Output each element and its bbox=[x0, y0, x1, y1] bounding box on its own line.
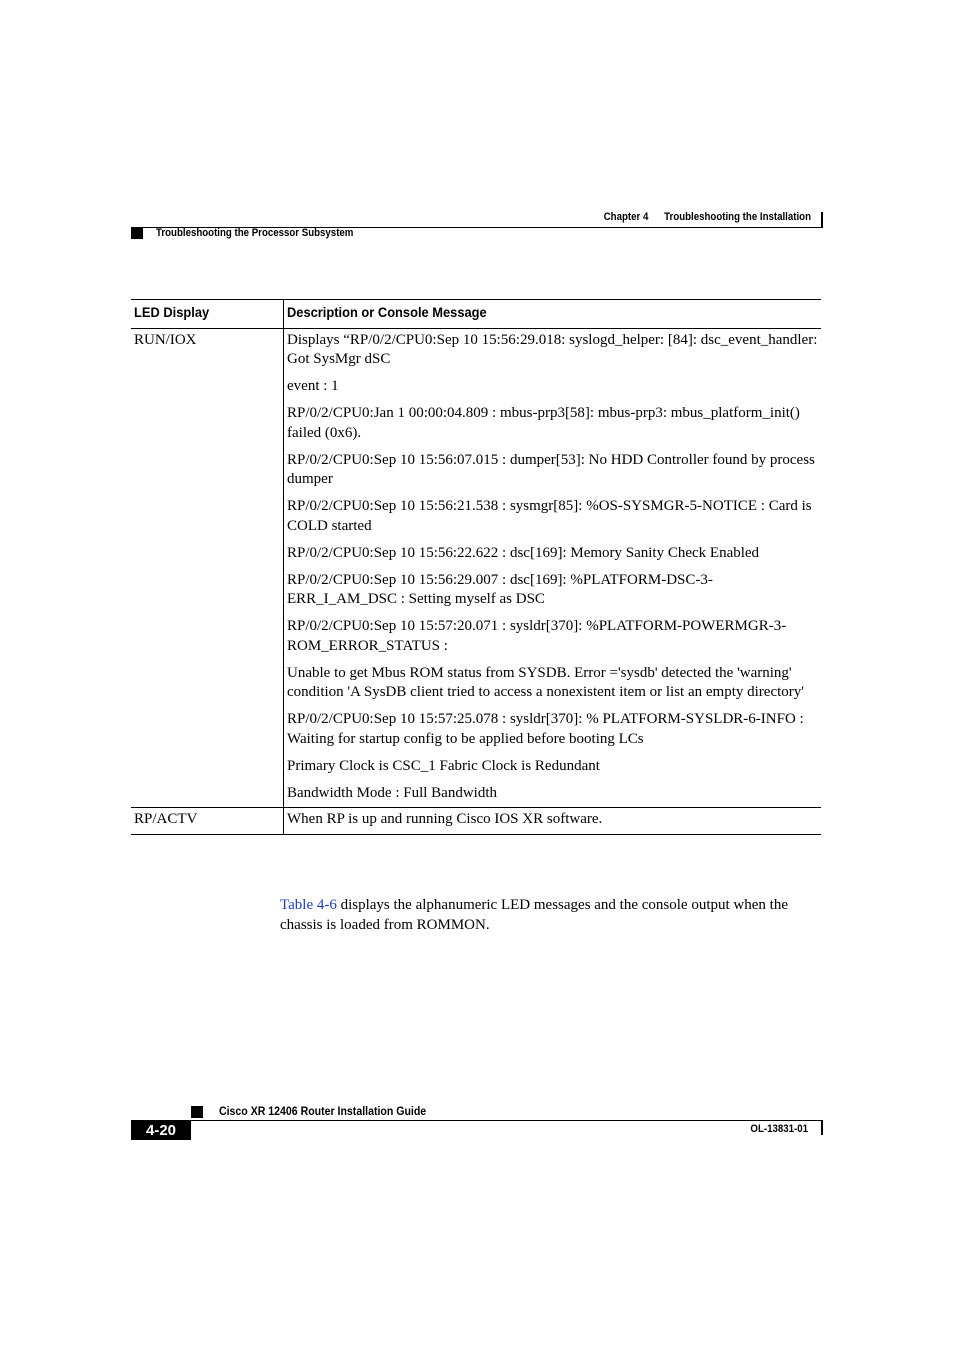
table-header-row bbox=[131, 300, 821, 329]
column-header-led-display: LED Display bbox=[131, 300, 284, 329]
header-tick-mark bbox=[821, 212, 823, 228]
body-text: displays the alphanumeric LED messages and the console output when the chassis is loaded from ROMMON. bbox=[280, 897, 788, 933]
column-header-description: Description or Console Message bbox=[284, 300, 822, 329]
chapter-title: Troubleshooting the Installation bbox=[664, 211, 811, 223]
footer-rule bbox=[131, 1120, 823, 1121]
chapter-label: Chapter 4 bbox=[603, 211, 649, 223]
guide-title: Cisco XR 12406 Router Installation Guide bbox=[219, 1104, 427, 1118]
console-line: RP/0/2/CPU0:Sep 10 15:56:07.015 : dumper[53]: No HDD Controller found by process dumper bbox=[287, 451, 815, 487]
console-line: RP/0/2/CPU0:Sep 10 15:56:29.007 : dsc[169]: %PLATFORM-DSC-3-ERR_I_AM_DSC : Setting myself as DSC bbox=[287, 571, 713, 607]
running-header-chapter bbox=[97, 211, 811, 223]
body-paragraph bbox=[280, 895, 825, 935]
console-line: RP/0/2/CPU0:Sep 10 15:56:22.622 : dsc[169]: Memory Sanity Check Enabled bbox=[287, 544, 760, 561]
console-line: RP/0/2/CPU0:Sep 10 15:56:21.538 : sysmgr[85]: %OS-SYSMGR-5-NOTICE : Card is COLD started bbox=[287, 498, 812, 534]
led-cell: RUN/IOX bbox=[131, 328, 284, 808]
header-square-marker bbox=[131, 228, 143, 239]
table-row bbox=[131, 808, 821, 835]
led-message-table bbox=[131, 299, 821, 835]
footer-tick-mark bbox=[821, 1121, 823, 1135]
console-line: RP/0/2/CPU0:Sep 10 15:57:20.071 : sysldr[370]: %PLATFORM-POWERMGR-3-ROM_ERROR_STATUS : bbox=[287, 618, 787, 654]
console-line: RP/0/2/CPU0:Sep 10 15:57:25.078 : sysldr[370]: % PLATFORM-SYSLDR-6-INFO : Waiting for startup config to be applied before booting LCs bbox=[287, 711, 804, 747]
console-line: Unable to get Mbus ROM status from SYSDB. Error ='sysdb' detected the 'warning' condition 'A SysDB client tried to access a nonexistent item or list an empty directory' bbox=[287, 664, 804, 700]
console-line: RP/0/2/CPU0:Jan 1 00:00:04.809 : mbus-prp3[58]: mbus-prp3: mbus_platform_init() failed (0x6). bbox=[287, 405, 800, 441]
console-line: Bandwidth Mode : Full Bandwidth bbox=[287, 784, 497, 801]
table-4-6-link[interactable]: Table 4-6 bbox=[280, 897, 337, 913]
console-line: Displays “RP/0/2/CPU0:Sep 10 15:56:29.018: syslogd_helper: [84]: dsc_event_handler: Got SysMgr dSC bbox=[287, 331, 818, 367]
section-title: Troubleshooting the Processor Subsystem bbox=[156, 227, 354, 239]
table-row bbox=[131, 328, 821, 808]
description-cell bbox=[284, 808, 822, 835]
led-cell: RP/ACTV bbox=[131, 808, 284, 835]
description-cell bbox=[284, 328, 822, 808]
console-line: Primary Clock is CSC_1 Fabric Clock is Redundant bbox=[287, 757, 600, 774]
console-line: When RP is up and running Cisco IOS XR software. bbox=[287, 811, 603, 827]
footer-square-marker bbox=[191, 1106, 203, 1118]
page-number: 4-20 bbox=[131, 1121, 191, 1140]
console-line: event : 1 bbox=[287, 378, 339, 394]
document-id: OL-13831-01 bbox=[750, 1123, 808, 1135]
